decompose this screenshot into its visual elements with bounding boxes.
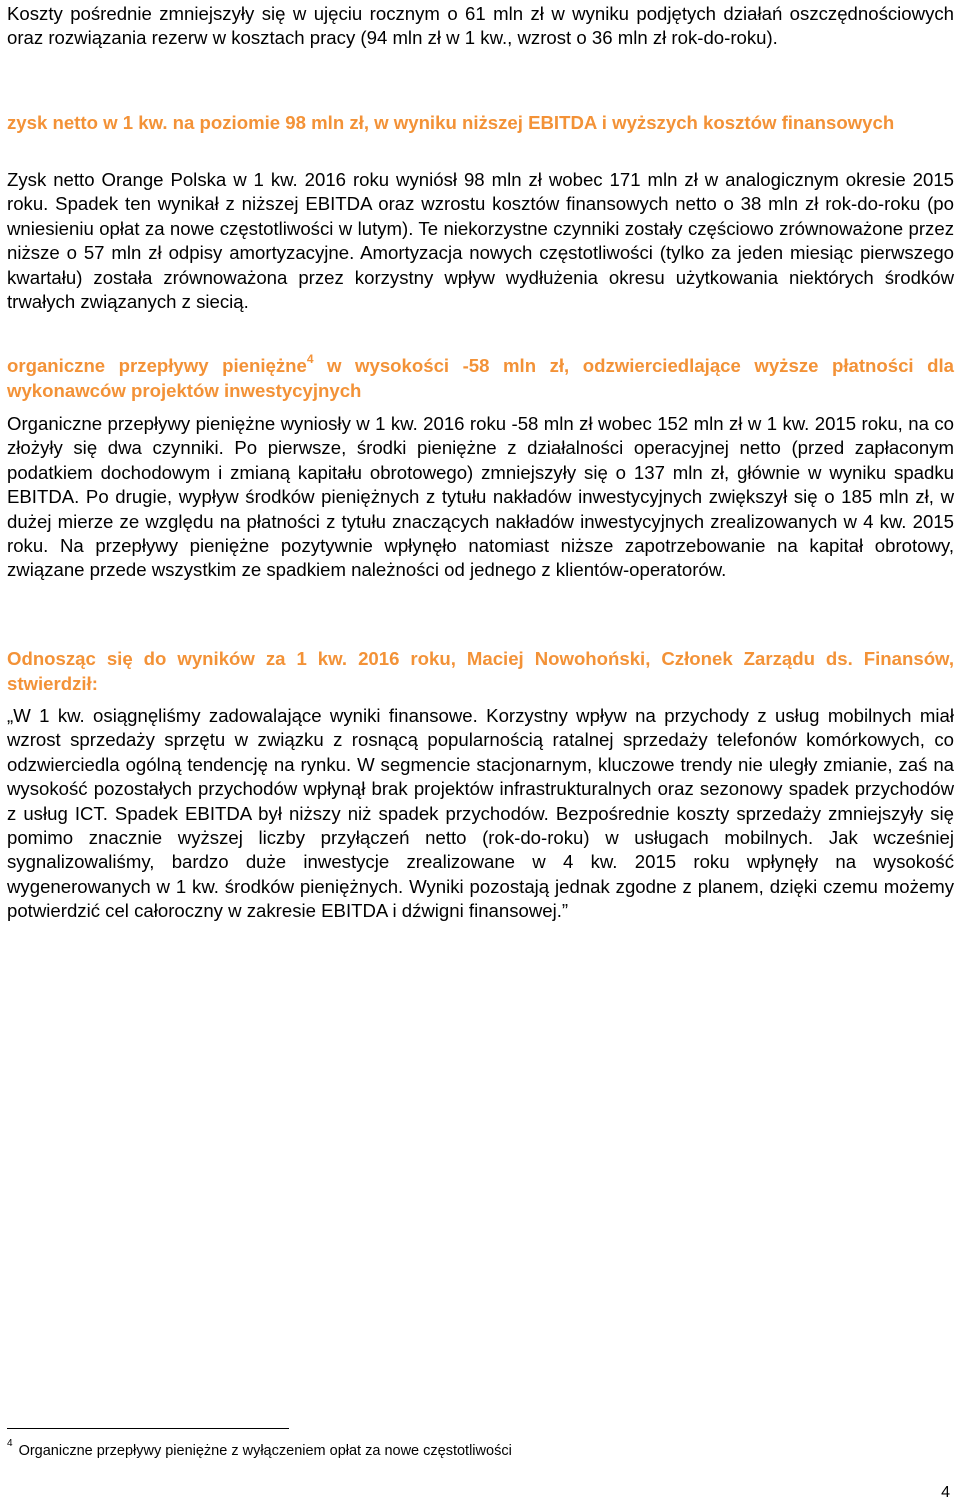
heading-net-profit: zysk netto w 1 kw. na poziomie 98 mln zł, w wyniku niższej EBITDA i wyższych kosztów finansowych xyxy=(7,112,895,133)
footnote xyxy=(7,1438,512,1460)
heading-organic-cash-flow xyxy=(7,353,954,403)
heading-organic-cash-flow-end: w wysokości -58 mln zł, odzwierciedlające wyższe płatności dla wykonawców projektów inwestycyjnych xyxy=(7,355,954,401)
paragraph-cfo-quote: „W 1 kw. osiągnęliśmy zadowalające wyniki finansowe. Korzystny wpływ na przychody z usług mobilnych miał wzrost sprzedaży sprzętu w związku z rosnącą popularnością ratalnej sprzedaży telefonów komórkowych, co odzwierciedla ogólną tendencję na rynku. W segmencie stacjonarnym, kluczowe trendy nie uległy zmianie, zaś na wysokość pozostałych przychodów wpłynął brak projektów infrastrukturalnych oraz sezonowy spadek przychodów z usług ICT. Spadek EBITDA był niższy niż spadek przychodów. Bezpośrednie koszty sprzedaży zmniejszyły się pomimo znacznie wyższej liczby przyłączeń netto (rok-do-roku) w usługach mobilnych. Jak wcześniej sygnalizowaliśmy, bardzo duże inwestycje zrealizowane w 4 kw. 2015 roku wpłynęły na wysokość wygenerowanych w 1 kw. środków pieniężnych. Wyniki pozostają jednak zgodne z planem, dzięki czemu możemy potwierdzić cel całoroczny w zakresie EBITDA i dźwigni finansowej.” xyxy=(7,705,954,922)
page-number: 4 xyxy=(941,1484,950,1501)
footnote-divider xyxy=(7,1428,289,1429)
paragraph-net-profit: Zysk netto Orange Polska w 1 kw. 2016 roku wyniósł 98 mln zł wobec 171 mln zł w analogicznym okresie 2015 roku. Spadek ten wynikał z niższej EBITDA oraz wzrostu kosztów finansowych netto o 38 mln zł rok-do-roku (po wniesieniu opłat za nowe częstotliwości w lutym). Te niekorzystne czynniki zostały częściowo zrównoważone przez niższe o 57 mln zł odpisy amortyzacyjne. Amortyzacja nowych częstotliwości (tylko za jeden miesiąc pierwszego kwartału) została zrównoważona przez korzystny wpływ wydłużenia okresu użytkowania niektórych środków trwałych związanych z siecią. xyxy=(7,169,954,313)
footnote-marker: 4 xyxy=(7,1438,13,1449)
footnote-reference: 4 xyxy=(306,351,314,366)
heading-cfo-statement: Odnosząc się do wyników za 1 kw. 2016 roku, Maciej Nowohoński, Członek Zarządu ds. Finansów, stwierdził: xyxy=(7,648,954,694)
footnote-text: Organiczne przepływy pieniężne z wyłączeniem opłat za nowe częstotliwości xyxy=(18,1442,512,1459)
paragraph-organic-cash-flow: Organiczne przepływy pieniężne wyniosły w 1 kw. 2016 roku -58 mln zł wobec 152 mln zł w 1 kw. 2015 roku, na co złożyły się dwa czynniki. Po pierwsze, środki pieniężne z działalności operacyjnej netto (przed zapłaconym podatkiem dochodowym i zmianą kapitału obrotowego) zmniejszyły się o 137 mln zł, głównie w wyniku spadku EBITDA. Po drugie, wypływ środków pieniężnych z tytułu nakładów inwestycyjnych zwiększył się o 185 mln zł, w dużej mierze ze względu na płatności z tytułu znaczących nakładów inwestycyjnych zrealizowanych w 4 kw. 2015 roku. Na przepływy pieniężne pozytywnie wpłynęło natomiast niższe zapotrzebowanie na kapitał obrotowy, związane przede wszystkim ze spadkiem należności od jednego z klientów-operatorów. xyxy=(7,413,954,581)
paragraph-indirect-costs: Koszty pośrednie zmniejszyły się w ujęciu rocznym o 61 mln zł w wyniku podjętych działań oszczędnościowych oraz rozwiązania rezerw w kosztach pracy (94 mln zł w 1 kw., wzrost o 36 mln zł rok-do-roku). xyxy=(7,3,954,49)
heading-organic-cash-flow-start: organiczne przepływy pieniężne xyxy=(7,355,307,376)
